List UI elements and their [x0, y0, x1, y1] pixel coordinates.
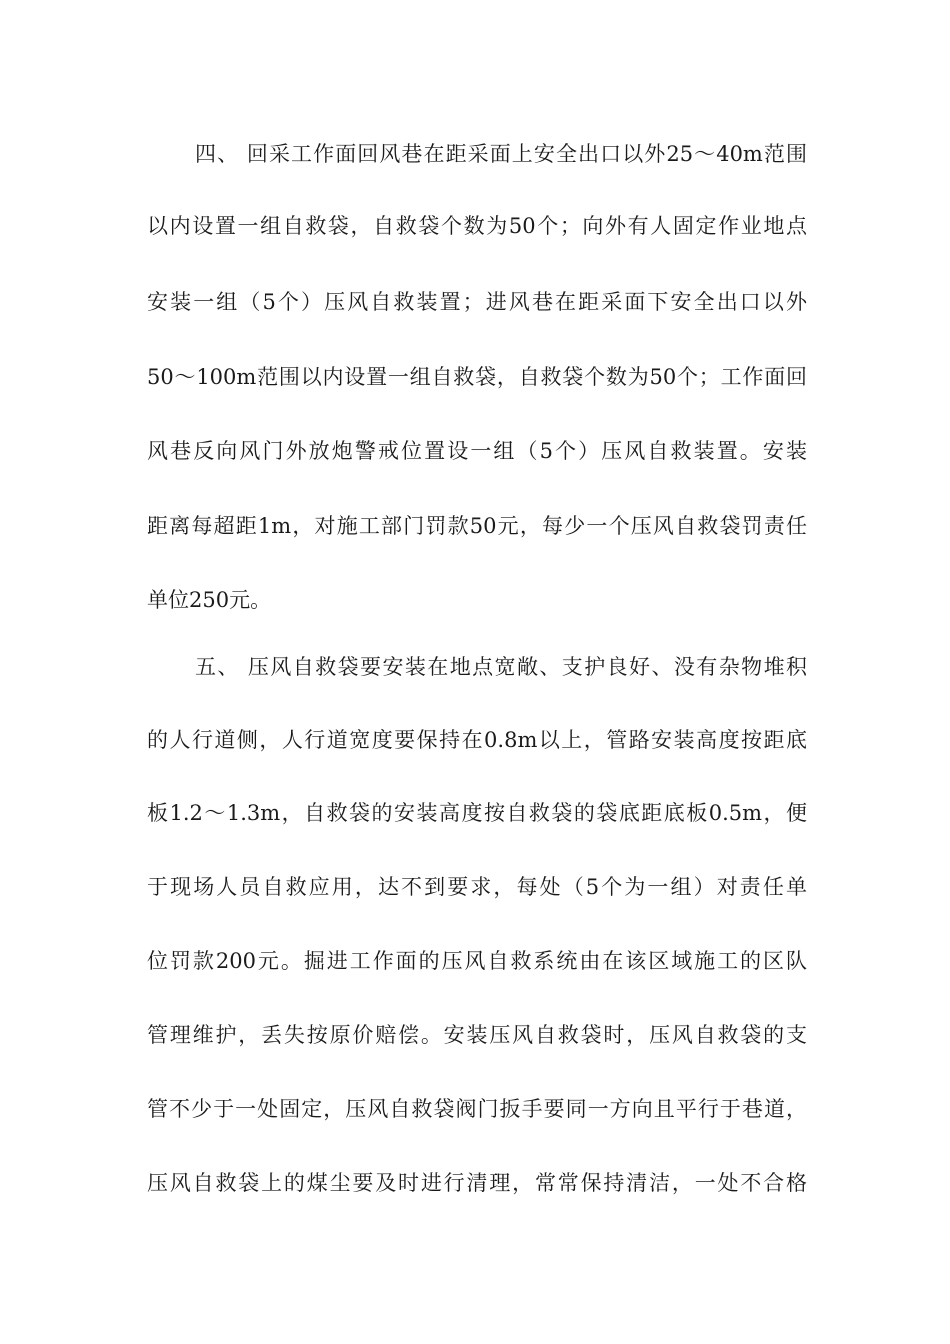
- paragraph-4-line-4: 50～100m范围以内设置一组自救袋，自救袋个数为50个；工作面回: [147, 365, 807, 389]
- paragraph-4-line-2: 以内设置一组自救袋，自救袋个数为50个；向外有人固定作业地点: [147, 214, 807, 238]
- paragraph-4-line-1: 四、 回采工作面回风巷在距采面上安全出口以外25～40m范围: [195, 142, 807, 166]
- paragraph-4-line-3: 安装一组（5个）压风自救装置；进风巷在距采面下安全出口以外: [147, 290, 807, 314]
- paragraph-5-line-4: 于现场人员自救应用，达不到要求，每处（5个为一组）对责任单: [147, 875, 807, 899]
- paragraph-5-line-8: 压风自救袋上的煤尘要及时进行清理，常常保持清洁，一处不合格: [147, 1171, 807, 1195]
- paragraph-4-line-5: 风巷反向风门外放炮警戒位置设一组（5个）压风自救装置。安装: [147, 439, 807, 463]
- paragraph-5-line-3: 板1.2～1.3m，自救袋的安装高度按自救袋的袋底距底板0.5m，便: [147, 801, 807, 825]
- paragraph-4-line-6: 距离每超距1m，对施工部门罚款50元，每少一个压风自救袋罚责任: [147, 514, 807, 538]
- paragraph-5-line-2: 的人行道侧，人行道宽度要保持在0.8m以上，管路安装高度按距底: [147, 728, 807, 752]
- paragraph-5-line-6: 管理维护，丢失按原价赔偿。安装压风自救袋时，压风自救袋的支: [147, 1023, 807, 1047]
- paragraph-5-line-5: 位罚款200元。掘进工作面的压风自救系统由在该区域施工的区队: [147, 949, 807, 973]
- paragraph-4-line-7: 单位250元。: [147, 588, 272, 612]
- paragraph-5-line-1: 五、 压风自救袋要安装在地点宽敞、支护良好、没有杂物堆积: [195, 655, 807, 679]
- paragraph-5-line-7: 管不少于一处固定，压风自救袋阀门扳手要同一方向且平行于巷道，: [147, 1097, 807, 1121]
